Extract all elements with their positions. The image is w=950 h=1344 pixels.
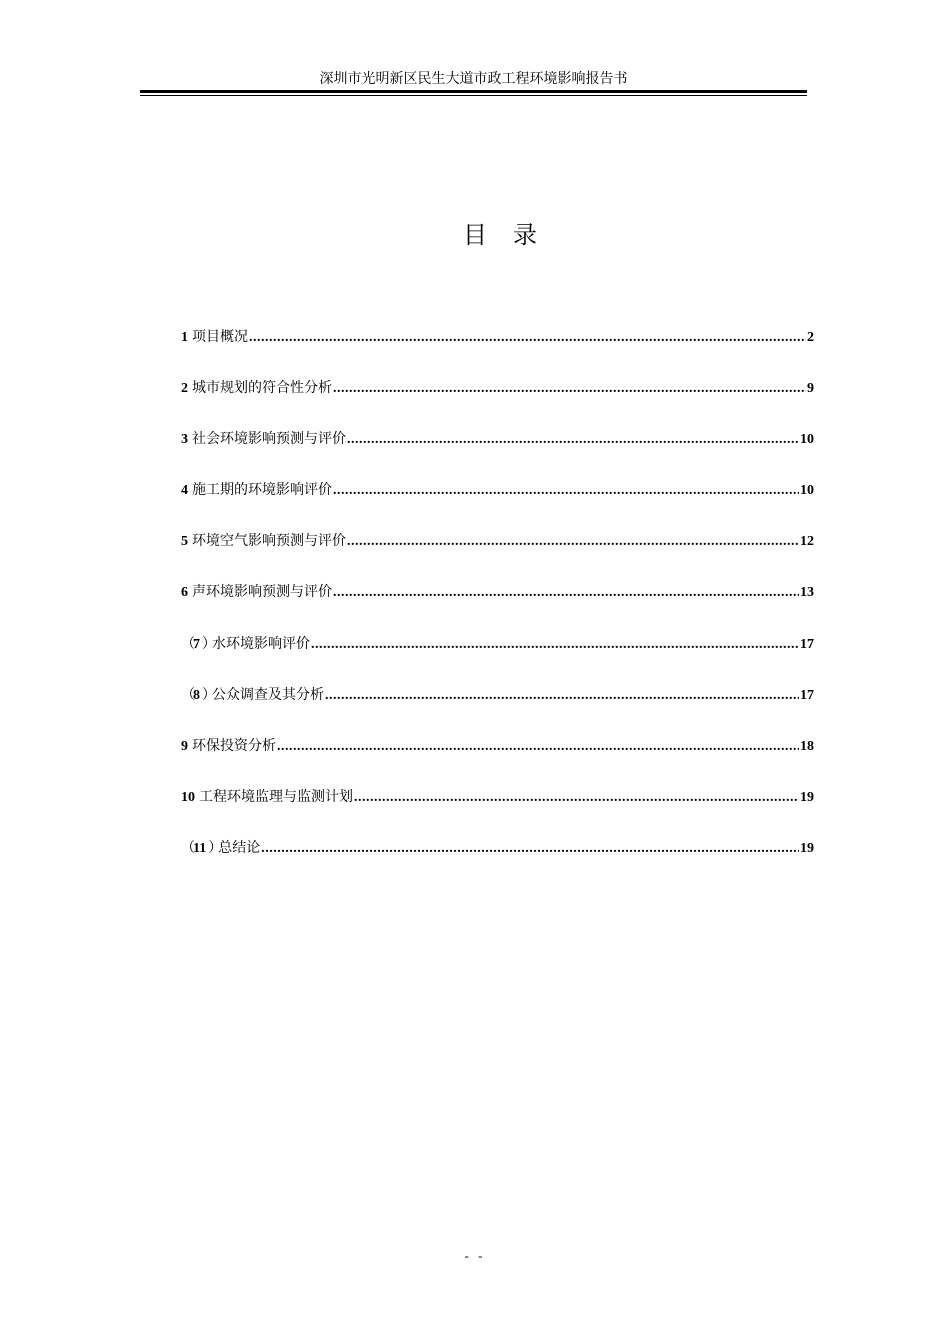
toc-list [181,327,814,889]
toc-entry-title: 环境空气影响预测与评价 [192,533,346,550]
toc-leader-dots [325,686,799,706]
toc-entry-page: 17 [800,636,814,652]
toc-entry-title: 总结论 [218,839,261,856]
toc-paren-open: （ [181,686,195,703]
toc-entry-7[interactable] [181,634,814,685]
toc-paren-open: （ [181,635,195,652]
toc-leader-dots [347,430,799,450]
toc-leader-dots [261,839,799,859]
toc-entry-number: 7 [193,636,200,652]
running-header: 深圳市光明新区民生大道市政工程环境影响报告书 [319,71,628,87]
toc-entry-number: 5 [181,534,188,550]
toc-entry-number: 4 [181,483,188,499]
toc-entry-page: 13 [800,585,814,601]
toc-entry-page: 10 [800,432,814,448]
toc-entry-title: 公众调查及其分析 [212,686,324,703]
toc-entry-title: 水环境影响评价 [212,635,310,652]
toc-entry-3[interactable] [181,429,814,480]
toc-entry-page: 19 [800,840,814,856]
toc-entry-page: 10 [800,483,814,499]
toc-entry-page: 9 [807,381,814,397]
toc-paren-close: ） [202,686,216,703]
header-rule-thin [140,95,807,96]
toc-title [0,218,950,252]
toc-leader-dots [354,788,799,808]
toc-entry-number: 9 [181,738,188,754]
toc-paren-close: ） [208,839,223,856]
toc-entry-title: 施工期的环境影响评价 [192,482,332,499]
toc-entry-4[interactable] [181,480,814,531]
header-rule-thick [140,90,807,93]
toc-entry-9[interactable] [181,736,814,787]
toc-entry-1[interactable] [181,327,814,378]
toc-entry-8[interactable] [181,685,814,736]
toc-entry-title: 城市规划的符合性分析 [192,380,332,397]
toc-title-char-2: 录 [513,221,537,249]
toc-entry-title: 声环境影响预测与评价 [192,584,332,601]
toc-leader-dots [347,532,799,552]
toc-paren-close: ） [202,635,216,652]
toc-entry-number: 2 [181,381,188,397]
toc-leader-dots [249,328,806,348]
toc-entry-6[interactable] [181,582,814,633]
toc-paren-open: （ [181,839,195,856]
toc-leader-dots [333,481,799,501]
toc-entry-10[interactable] [181,787,814,838]
toc-leader-dots [277,737,799,757]
toc-entry-page: 2 [807,330,814,345]
toc-leader-dots [333,379,806,399]
toc-leader-dots [333,583,799,603]
toc-entry-number: 10 [181,789,195,805]
toc-entry-2[interactable] [181,378,814,429]
toc-entry-title: 工程环境监理与监测计划 [199,788,353,805]
toc-entry-page: 19 [800,789,814,805]
toc-entry-title: 项目概况 [192,329,248,345]
toc-entry-11[interactable] [181,838,814,889]
toc-entry-number: 1 [181,330,188,345]
toc-entry-number: 11 [193,840,207,856]
toc-entry-number: 6 [181,585,188,601]
toc-leader-dots [311,635,799,655]
toc-entry-5[interactable] [181,531,814,582]
toc-entry-page: 17 [800,687,814,703]
page-footer: - - [464,1248,486,1263]
toc-entry-number: 8 [193,687,200,703]
toc-title-char-1: 目 [463,221,487,249]
toc-entry-title: 社会环境影响预测与评价 [192,431,346,448]
toc-entry-page: 12 [800,534,814,550]
toc-entry-title: 环保投资分析 [192,737,276,754]
toc-entry-page: 18 [800,738,814,754]
toc-entry-number: 3 [181,432,188,448]
